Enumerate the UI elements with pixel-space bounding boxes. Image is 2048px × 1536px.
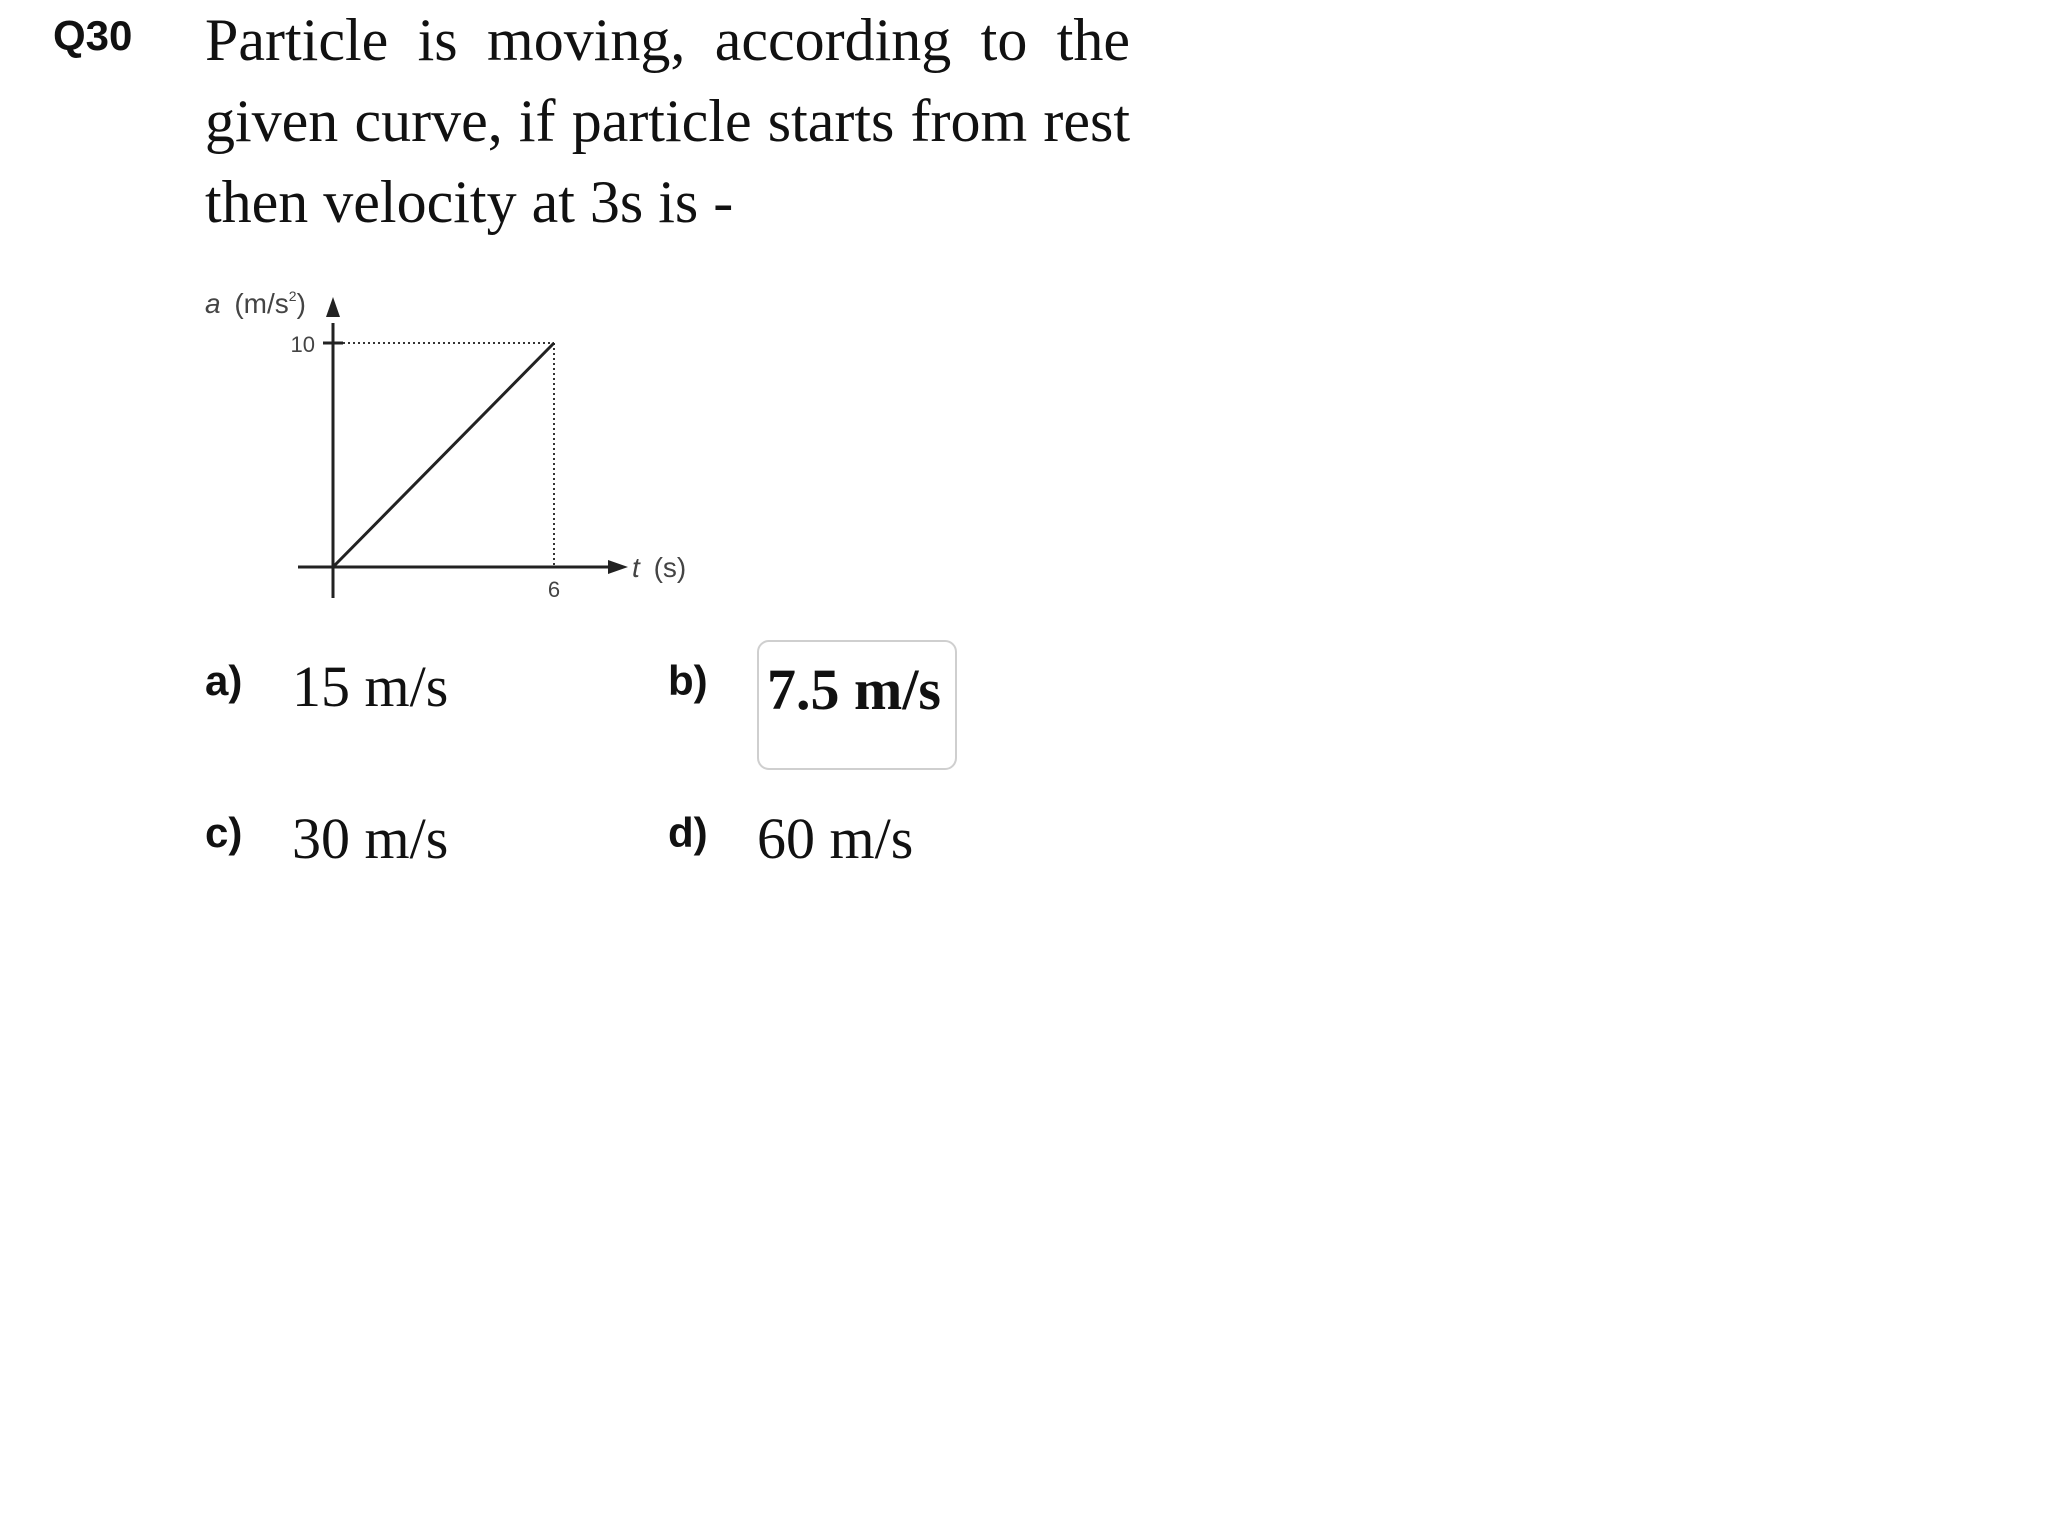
- question-text: Particle is moving, according to the given curve, if particle starts from rest then velocity at 3s is -: [205, 7, 1130, 235]
- option-d-letter: d): [668, 809, 708, 856]
- y-tick-label-10: 10: [290, 332, 315, 357]
- option-b-value[interactable]: 7.5 m/s: [767, 657, 941, 722]
- y-axis-label: a $(m/s^2)$: [205, 288, 306, 319]
- data-line: [333, 343, 554, 567]
- question-number: Q30: [53, 12, 133, 59]
- x-axis-label: t (s): [632, 552, 687, 583]
- option-a-letter: a): [205, 657, 243, 704]
- option-a-value[interactable]: 15 m/s: [292, 654, 449, 719]
- option-b-letter: b): [668, 657, 708, 704]
- y-axis-arrow: [326, 297, 340, 317]
- option-c-value[interactable]: 30 m/s: [292, 806, 449, 871]
- option-c-letter: c): [205, 809, 243, 856]
- option-d-value[interactable]: 60 m/s: [757, 806, 914, 871]
- x-axis-arrow: [608, 560, 628, 574]
- x-tick-label-6: 6: [547, 577, 561, 602]
- acceleration-time-graph: [195, 275, 715, 615]
